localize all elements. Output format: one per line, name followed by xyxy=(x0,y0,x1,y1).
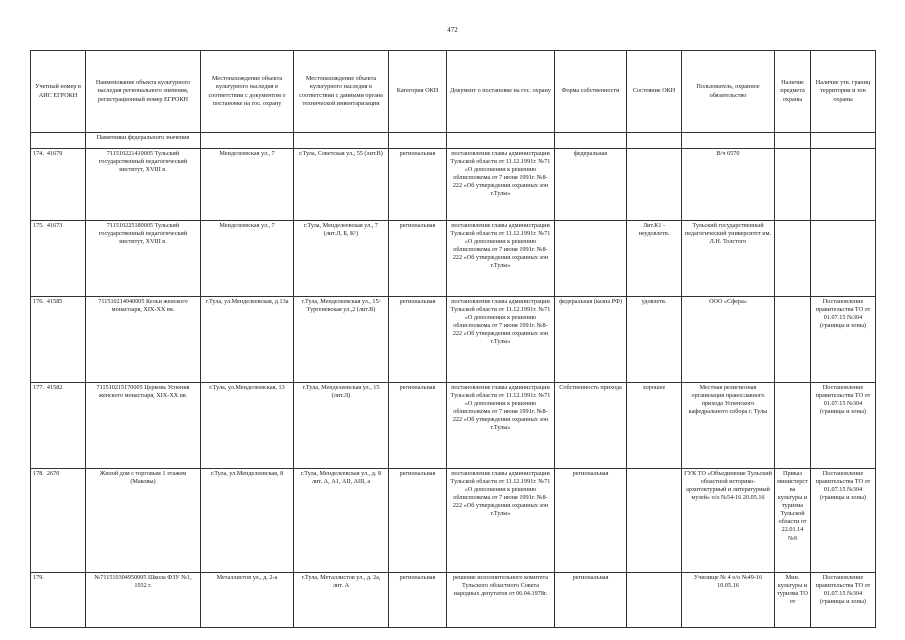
header-protection-subject: Наличие предмета охраны xyxy=(775,51,811,133)
header-location-doc: Местонахождение объекта культурного наследия в соответствии с документом о постановке на гос. охрану xyxy=(201,51,294,133)
header-object-name: Наименование объекта культурного наследия регионального значения, регистрационный номер ЕГРОКН xyxy=(86,51,201,133)
state-cell: удовлетв. xyxy=(627,297,682,383)
row-number-cell: 174. 41679 xyxy=(31,149,86,221)
location-doc-cell: г.Тула, ул.Менделеевская, 8 xyxy=(201,469,294,573)
header-row xyxy=(31,51,876,133)
borders-cell: Постановление правительства ТО от 01.07.15 №304 (границы и зоны) xyxy=(811,297,876,383)
category-cell: региональная xyxy=(389,221,447,297)
location-ti-cell: г.Тула, Менделеевская ул., 15/ Тургеневская ул.,2 (лит.В) xyxy=(294,297,389,383)
section-row xyxy=(31,133,876,149)
header-aic-number: Учетный номер в АИС ЕГРОКН xyxy=(31,51,86,133)
table-row xyxy=(31,469,876,573)
user-cell: Тульский государственный педагогический университет им. Л.Н. Толстого xyxy=(682,221,775,297)
page-number: 472 xyxy=(447,26,458,34)
ownership-cell: федеральная (казна РФ) xyxy=(555,297,627,383)
row-number-cell: 177. 41582 xyxy=(31,383,86,469)
state-cell xyxy=(627,573,682,628)
user-cell: В/ч 6570 xyxy=(682,149,775,221)
location-doc-cell: Металлистов ул., д. 2-а xyxy=(201,573,294,628)
ownership-cell xyxy=(555,221,627,297)
object-name-cell: 711510215170005 Церковь Успения женского монастыря, XIX-XX вв. xyxy=(86,383,201,469)
ownership-cell: Собственность прихода xyxy=(555,383,627,469)
header-user: Пользователь, охранное обязательство xyxy=(682,51,775,133)
header-ownership: Форма собственности xyxy=(555,51,627,133)
location-ti-cell: г.Тула, Менделеевская ул., 15 (лит.Л) xyxy=(294,383,389,469)
header-document: Документ о постановке на гос. охрану xyxy=(447,51,555,133)
document-cell: постановление главы администрации Тульской области от 11.12.1991г. №71 «О дополнении к решению облисполкома от 7 июня 1991г. №8-222 «Об утверждении охранных зон г.Тулы» xyxy=(447,383,555,469)
table-row xyxy=(31,149,876,221)
borders-cell: Постановление правительства ТО от 01.07.15 №304 (границы и зоны) xyxy=(811,469,876,573)
state-cell xyxy=(627,469,682,573)
header-borders: Наличие утв. границ территории и зон охраны xyxy=(811,51,876,133)
row-number-cell: 176. 41585 xyxy=(31,297,86,383)
protection-subject-cell xyxy=(775,297,811,383)
location-doc-cell: Менделеевская ул., 7 xyxy=(201,149,294,221)
header-location-ti: Местонахождение объекта культурного наследия в соответствии с данными органа технической инвентаризации xyxy=(294,51,389,133)
document-cell: решение исполнительного комитета Тульского областного Совета народных депутатов от 06.04.1978г. xyxy=(447,573,555,628)
header-category: Категория ОКН xyxy=(389,51,447,133)
object-name-cell: Жилой дом с торговым 1 этажом (Маковы) xyxy=(86,469,201,573)
document-cell: постановление главы администрации Тульской области от 11.12.1991г. №71 «О дополнении к решению облисполкома от 7 июня 1991г. №8-222 «Об утверждении охранных зон г.Тулы» xyxy=(447,221,555,297)
category-cell: региональная xyxy=(389,469,447,573)
protection-subject-cell xyxy=(775,383,811,469)
category-cell: региональная xyxy=(389,297,447,383)
location-ti-cell: г.Тула, Советская ул., 55 (лит.В) xyxy=(294,149,389,221)
borders-cell xyxy=(811,149,876,221)
state-cell xyxy=(627,149,682,221)
location-ti-cell: г.Тула, Металлистов ул., д. 2а, лит. А xyxy=(294,573,389,628)
row-number-cell: 178. 2670 xyxy=(31,469,86,573)
borders-cell xyxy=(811,221,876,297)
protection-subject-cell xyxy=(775,221,811,297)
protection-subject-cell: Мин. культуры и туризма ТО от xyxy=(775,573,811,628)
object-name-cell: 711510225180005 Тульский государственный педагогический институт, XVIII в. xyxy=(86,221,201,297)
ownership-cell: региональная xyxy=(555,469,627,573)
user-cell: ООО «Сфера» xyxy=(682,297,775,383)
document-cell: постановление главы администрации Тульской области от 11.12.1991г. №71 «О дополнении к решению облисполкома от 7 июня 1991г. №8-222 «Об утверждении охранных зон г.Тулы» xyxy=(447,469,555,573)
borders-cell: Постановление правительства ТО от 01.07.15 №304 (границы и зоны) xyxy=(811,383,876,469)
row-number-cell: 175. 41673 xyxy=(31,221,86,297)
state-cell: Лит.К1 - неудовлетв. xyxy=(627,221,682,297)
ownership-cell: региональная xyxy=(555,573,627,628)
header-state: Состояние ОКН xyxy=(627,51,682,133)
table-row xyxy=(31,573,876,628)
heritage-register-table xyxy=(30,50,876,628)
location-doc-cell: г.Тула, ул.Менделеевская, 13 xyxy=(201,383,294,469)
location-doc-cell: Менделеевская ул., 7 xyxy=(201,221,294,297)
user-cell: Училище № 4 о/о №49-16 10.05.16 xyxy=(682,573,775,628)
document-cell: постановление главы администрации Тульской области от 11.12.1991г. №71 «О дополнении к решению облисполкома от 7 июня 1991г. №8-222 «Об утверждении охранных зон г.Тулы» xyxy=(447,297,555,383)
category-cell: региональная xyxy=(389,573,447,628)
object-name-cell: №711510304950005 Школа ФЗУ №1, 1932 г. xyxy=(86,573,201,628)
table-row xyxy=(31,221,876,297)
row-number-cell: 179. xyxy=(31,573,86,628)
location-ti-cell: г.Тула, Менделеевская ул., д. 8 лит. А, А1, АII, АIII, а xyxy=(294,469,389,573)
location-ti-cell: г.Тула, Менделеевская ул., 7 (лит.Л, Б, К¹) xyxy=(294,221,389,297)
user-cell: Местная религиозная организация православного прихода Успенского кафедрального собора г. Тулы xyxy=(682,383,775,469)
object-name-cell: 711510214940005 Кельи женского монастыря, XIX-XX вв. xyxy=(86,297,201,383)
user-cell: ГУК ТО «Объединение Тульский областной историко-архитектурный и литературный музей» о/о №54-16 20.05.16 xyxy=(682,469,775,573)
category-cell: региональная xyxy=(389,383,447,469)
table-row xyxy=(31,383,876,469)
section-label: Памятники федерального значения xyxy=(86,133,201,149)
state-cell: хорошее xyxy=(627,383,682,469)
ownership-cell: федеральная xyxy=(555,149,627,221)
object-name-cell: 711510221410005 Тульский государственный педагогический институт, XVIII в. xyxy=(86,149,201,221)
category-cell: региональная xyxy=(389,149,447,221)
table-row xyxy=(31,297,876,383)
document-cell: постановление главы администрации Тульской области от 11.12.1991г. №71 «О дополнении к решению облисполкома от 7 июня 1991г. №8-222 «Об утверждении охранных зон г.Тулы» xyxy=(447,149,555,221)
borders-cell: Постановление правительства ТО от 01.07.15 №304 (границы и зоны) xyxy=(811,573,876,628)
location-doc-cell: г.Тула, ул.Менделеевская, д.13а xyxy=(201,297,294,383)
protection-subject-cell: Приказ министерства культуры и туризма Тульской области от 22.01.14 №9 xyxy=(775,469,811,573)
protection-subject-cell xyxy=(775,149,811,221)
